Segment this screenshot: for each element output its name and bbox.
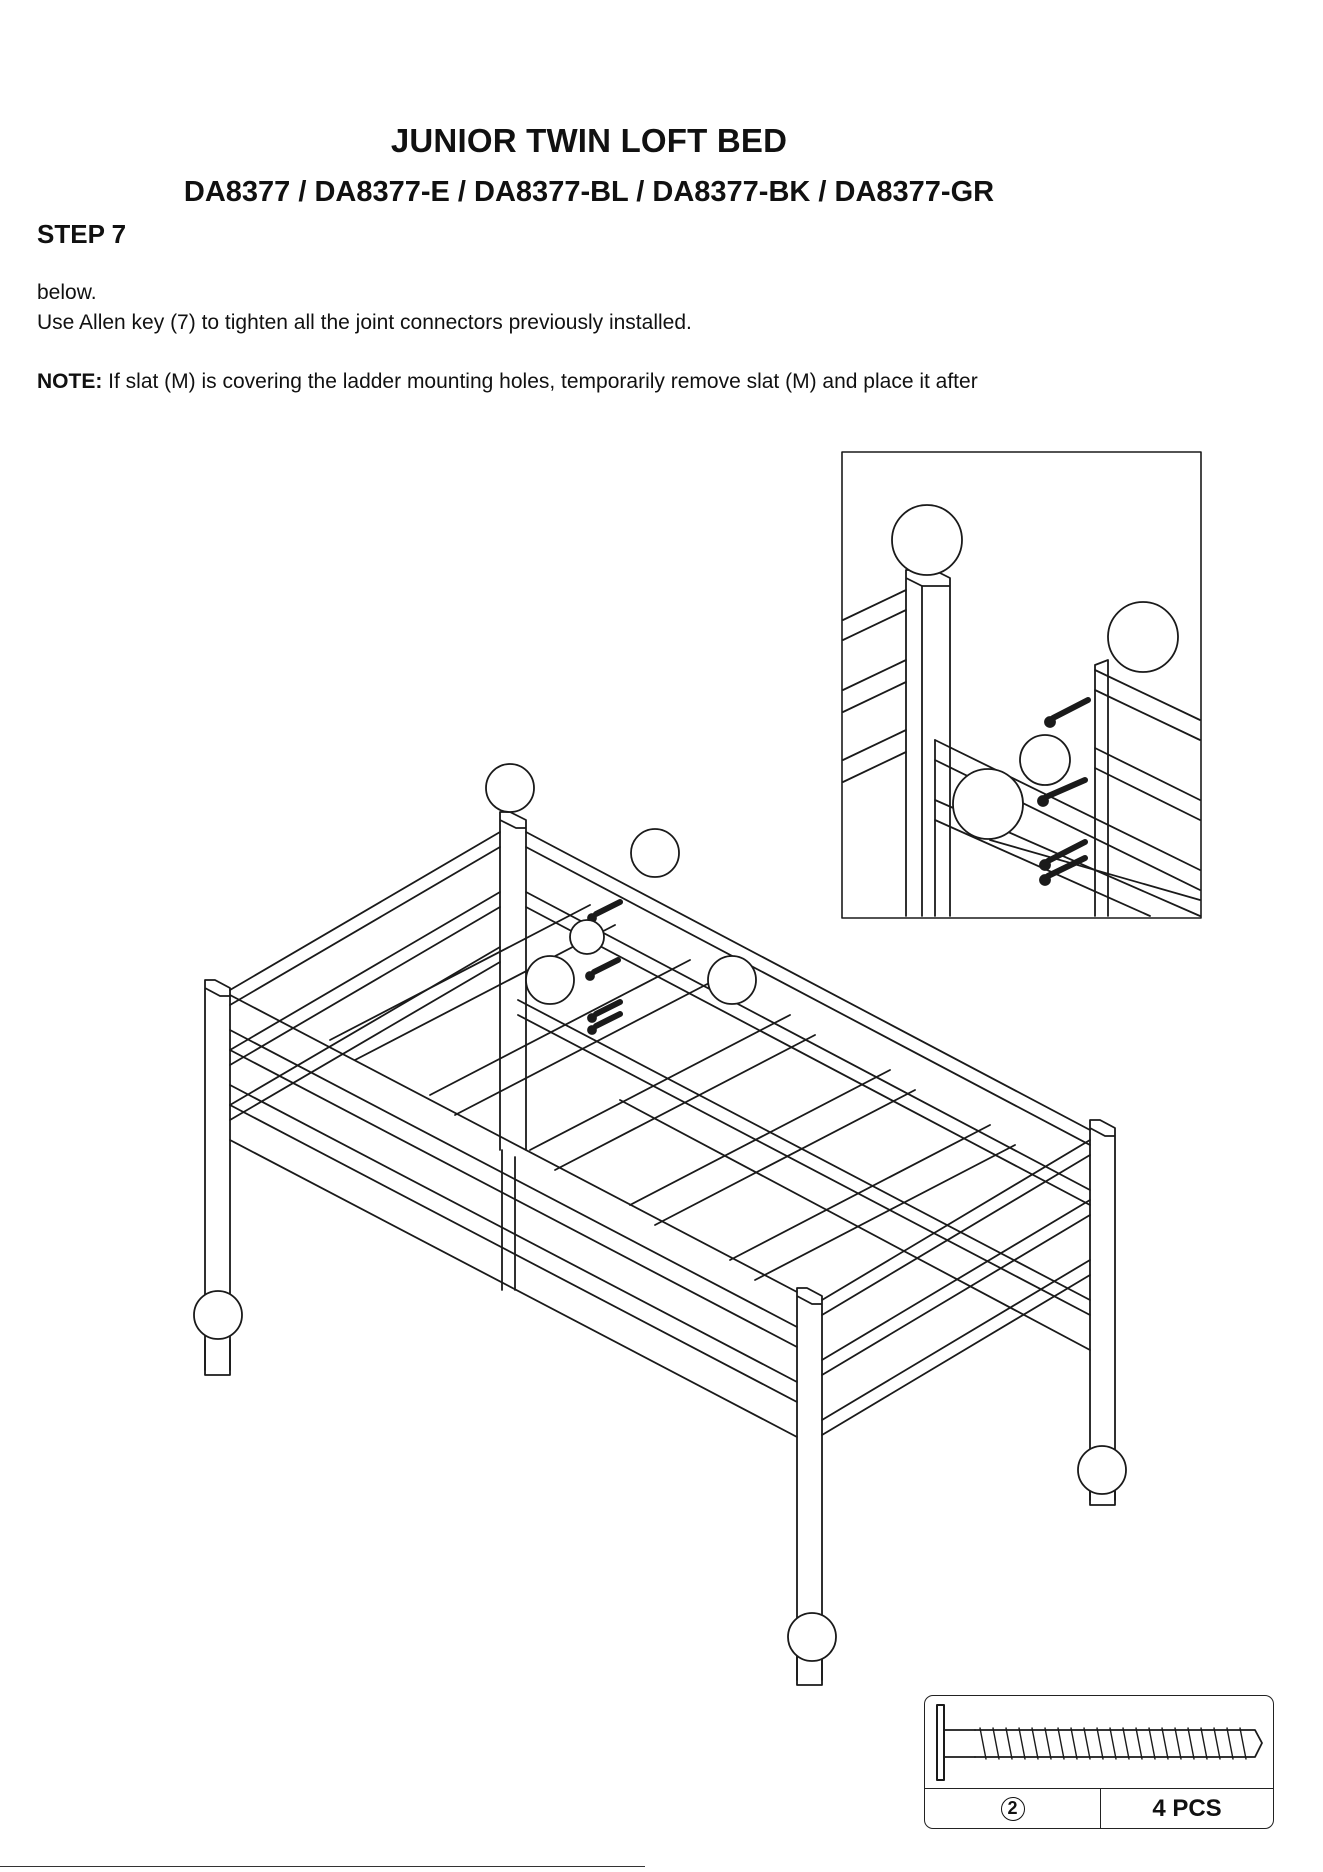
part-number-cell <box>925 1789 1101 1828</box>
quantity-cell: 4 PCS <box>1152 1794 1222 1822</box>
part-number: 2 <box>1001 1797 1025 1821</box>
note-label: NOTE: <box>37 370 103 393</box>
page-title: JUNIOR TWIN LOFT BED <box>390 122 788 159</box>
instruction-allen-key: Use Allen key (7) to tighten all the joint connectors previously installed. <box>37 311 692 334</box>
hardware-quantity-box <box>924 1695 1274 1829</box>
hardware-quantity-row <box>925 1788 1273 1828</box>
model-numbers: DA8377 / DA8377-E / DA8377-BL / DA8377-BK / DA8377-GR <box>183 176 995 208</box>
step-heading: STEP 7 <box>37 219 127 249</box>
bed-frame <box>194 764 1126 1685</box>
detail-inset <box>842 452 1201 918</box>
note-text: If slat (M) is covering the ladder mounting holes, temporarily remove slat (M) and place it after <box>102 370 978 393</box>
instruction-line-below: below. <box>37 281 97 304</box>
footer-rule <box>0 1866 645 1867</box>
